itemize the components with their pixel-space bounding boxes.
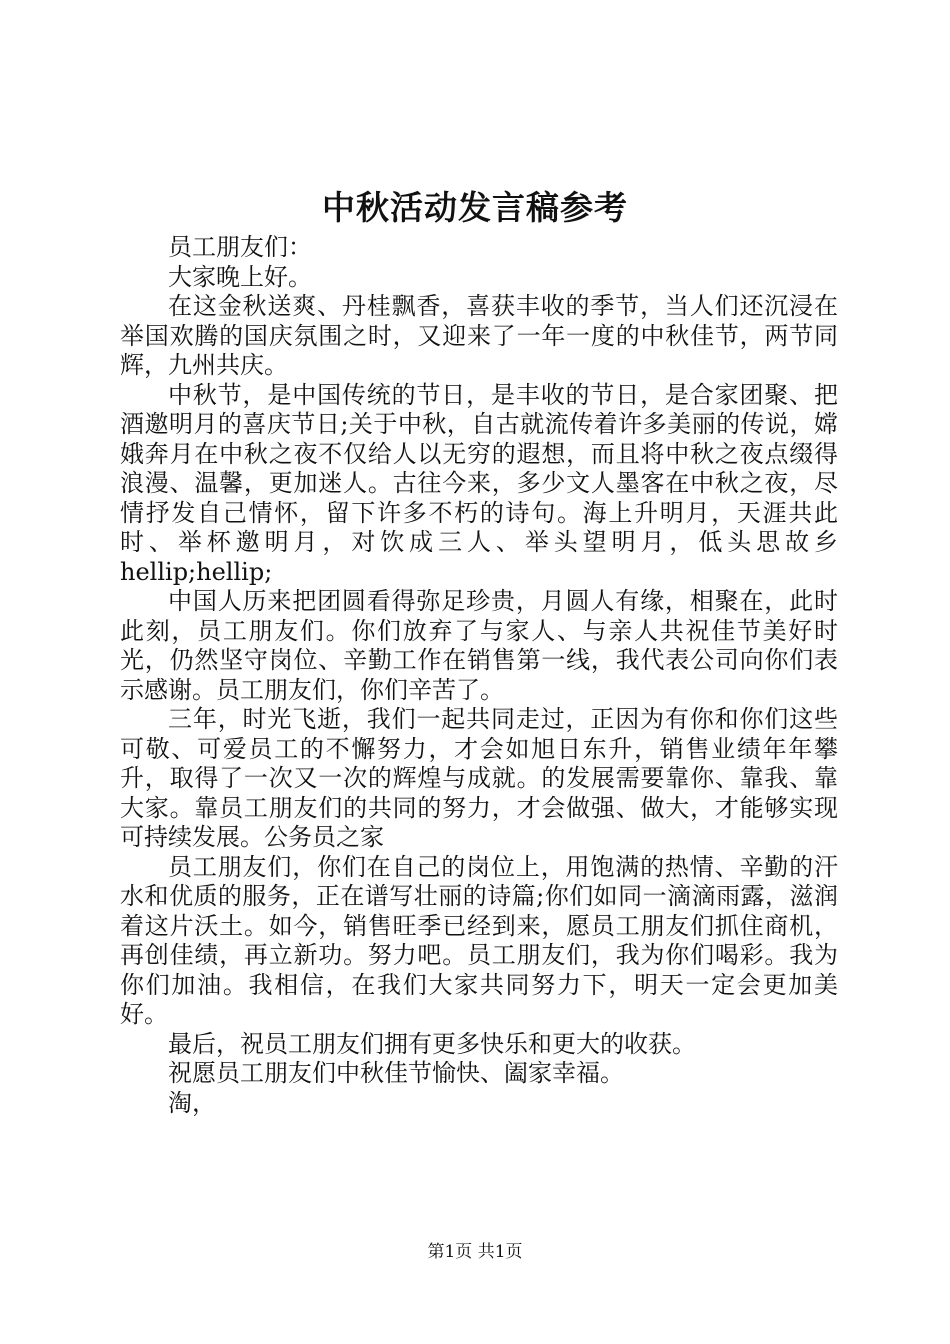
paragraph-reunion: 中国人历来把团圆看得弥足珍贵，月圆人有缘，相聚在，此时此刻，员工朋友们。你们放弃了与家人、与亲人共祝佳节美好时光，仍然坚守岗位、辛勤工作在销售第一线，我代表公司向你们表示感谢。员工朋友们，你们辛苦了。	[120, 587, 838, 704]
paragraph-encouragement: 员工朋友们，你们在自己的岗位上，用饱满的热情、辛勤的汗水和优质的服务，正在谱写壮丽的诗篇;你们如同一滴滴雨露，滋润着这片沃土。如今，销售旺季已经到来，愿员工朋友们抓住商机，再创佳绩，再立新功。努力吧。员工朋友们，我为你们喝彩。我为你们加油。我相信，在我们大家共同努力下，明天一定会更加美好。	[120, 852, 838, 1028]
paragraph-season: 在这金秋送爽、丹桂飘香，喜获丰收的季节，当人们还沉浸在举国欢腾的国庆氛围之时，又迎来了一年一度的中秋佳节，两节同辉，九州共庆。	[120, 292, 838, 379]
paragraph-mid-autumn: 中秋节，是中国传统的节日，是丰收的节日，是合家团聚、把酒邀明月的喜庆节日;关于中秋，自古就流传着许多美丽的传说，嫦娥奔月在中秋之夜不仅给人以无穷的遐想，而且将中秋之夜点缀得浪漫、温馨，更加迷人。古往今来，多少文人墨客在中秋之夜，尽情抒发自己情怀，留下许多不朽的诗句。海上升明月，天涯共此时、举杯邀明月，对饮成三人、举头望明月，低头思故乡hellip;hellip;	[120, 380, 838, 586]
paragraph-closing: 淘，	[168, 1088, 216, 1117]
paragraph-three-years: 三年，时光飞逝，我们一起共同走过，正因为有你和你们这些可敬、可爱员工的不懈努力，才会如旭日东升，销售业绩年年攀升，取得了一次又一次的辉煌与成就。的发展需要靠你、靠我、靠大家。靠员工朋友们的共同的努力，才会做强、做大，才能够实现可持续发展。公务员之家	[120, 705, 838, 851]
paragraph-festival-wish: 祝愿员工朋友们中秋佳节愉快、阖家幸福。	[168, 1059, 624, 1087]
document-body	[120, 233, 838, 1118]
document-title: 中秋活动发言稿参考	[322, 188, 628, 227]
paragraph-salutation: 大家晚上好。	[168, 262, 312, 291]
page-number-footer: 第1页 共1页	[427, 1242, 523, 1262]
paragraph-greeting: 员工朋友们：	[168, 233, 312, 261]
paragraph-wishes: 最后，祝员工朋友们拥有更多快乐和更大的收获。	[168, 1029, 696, 1058]
